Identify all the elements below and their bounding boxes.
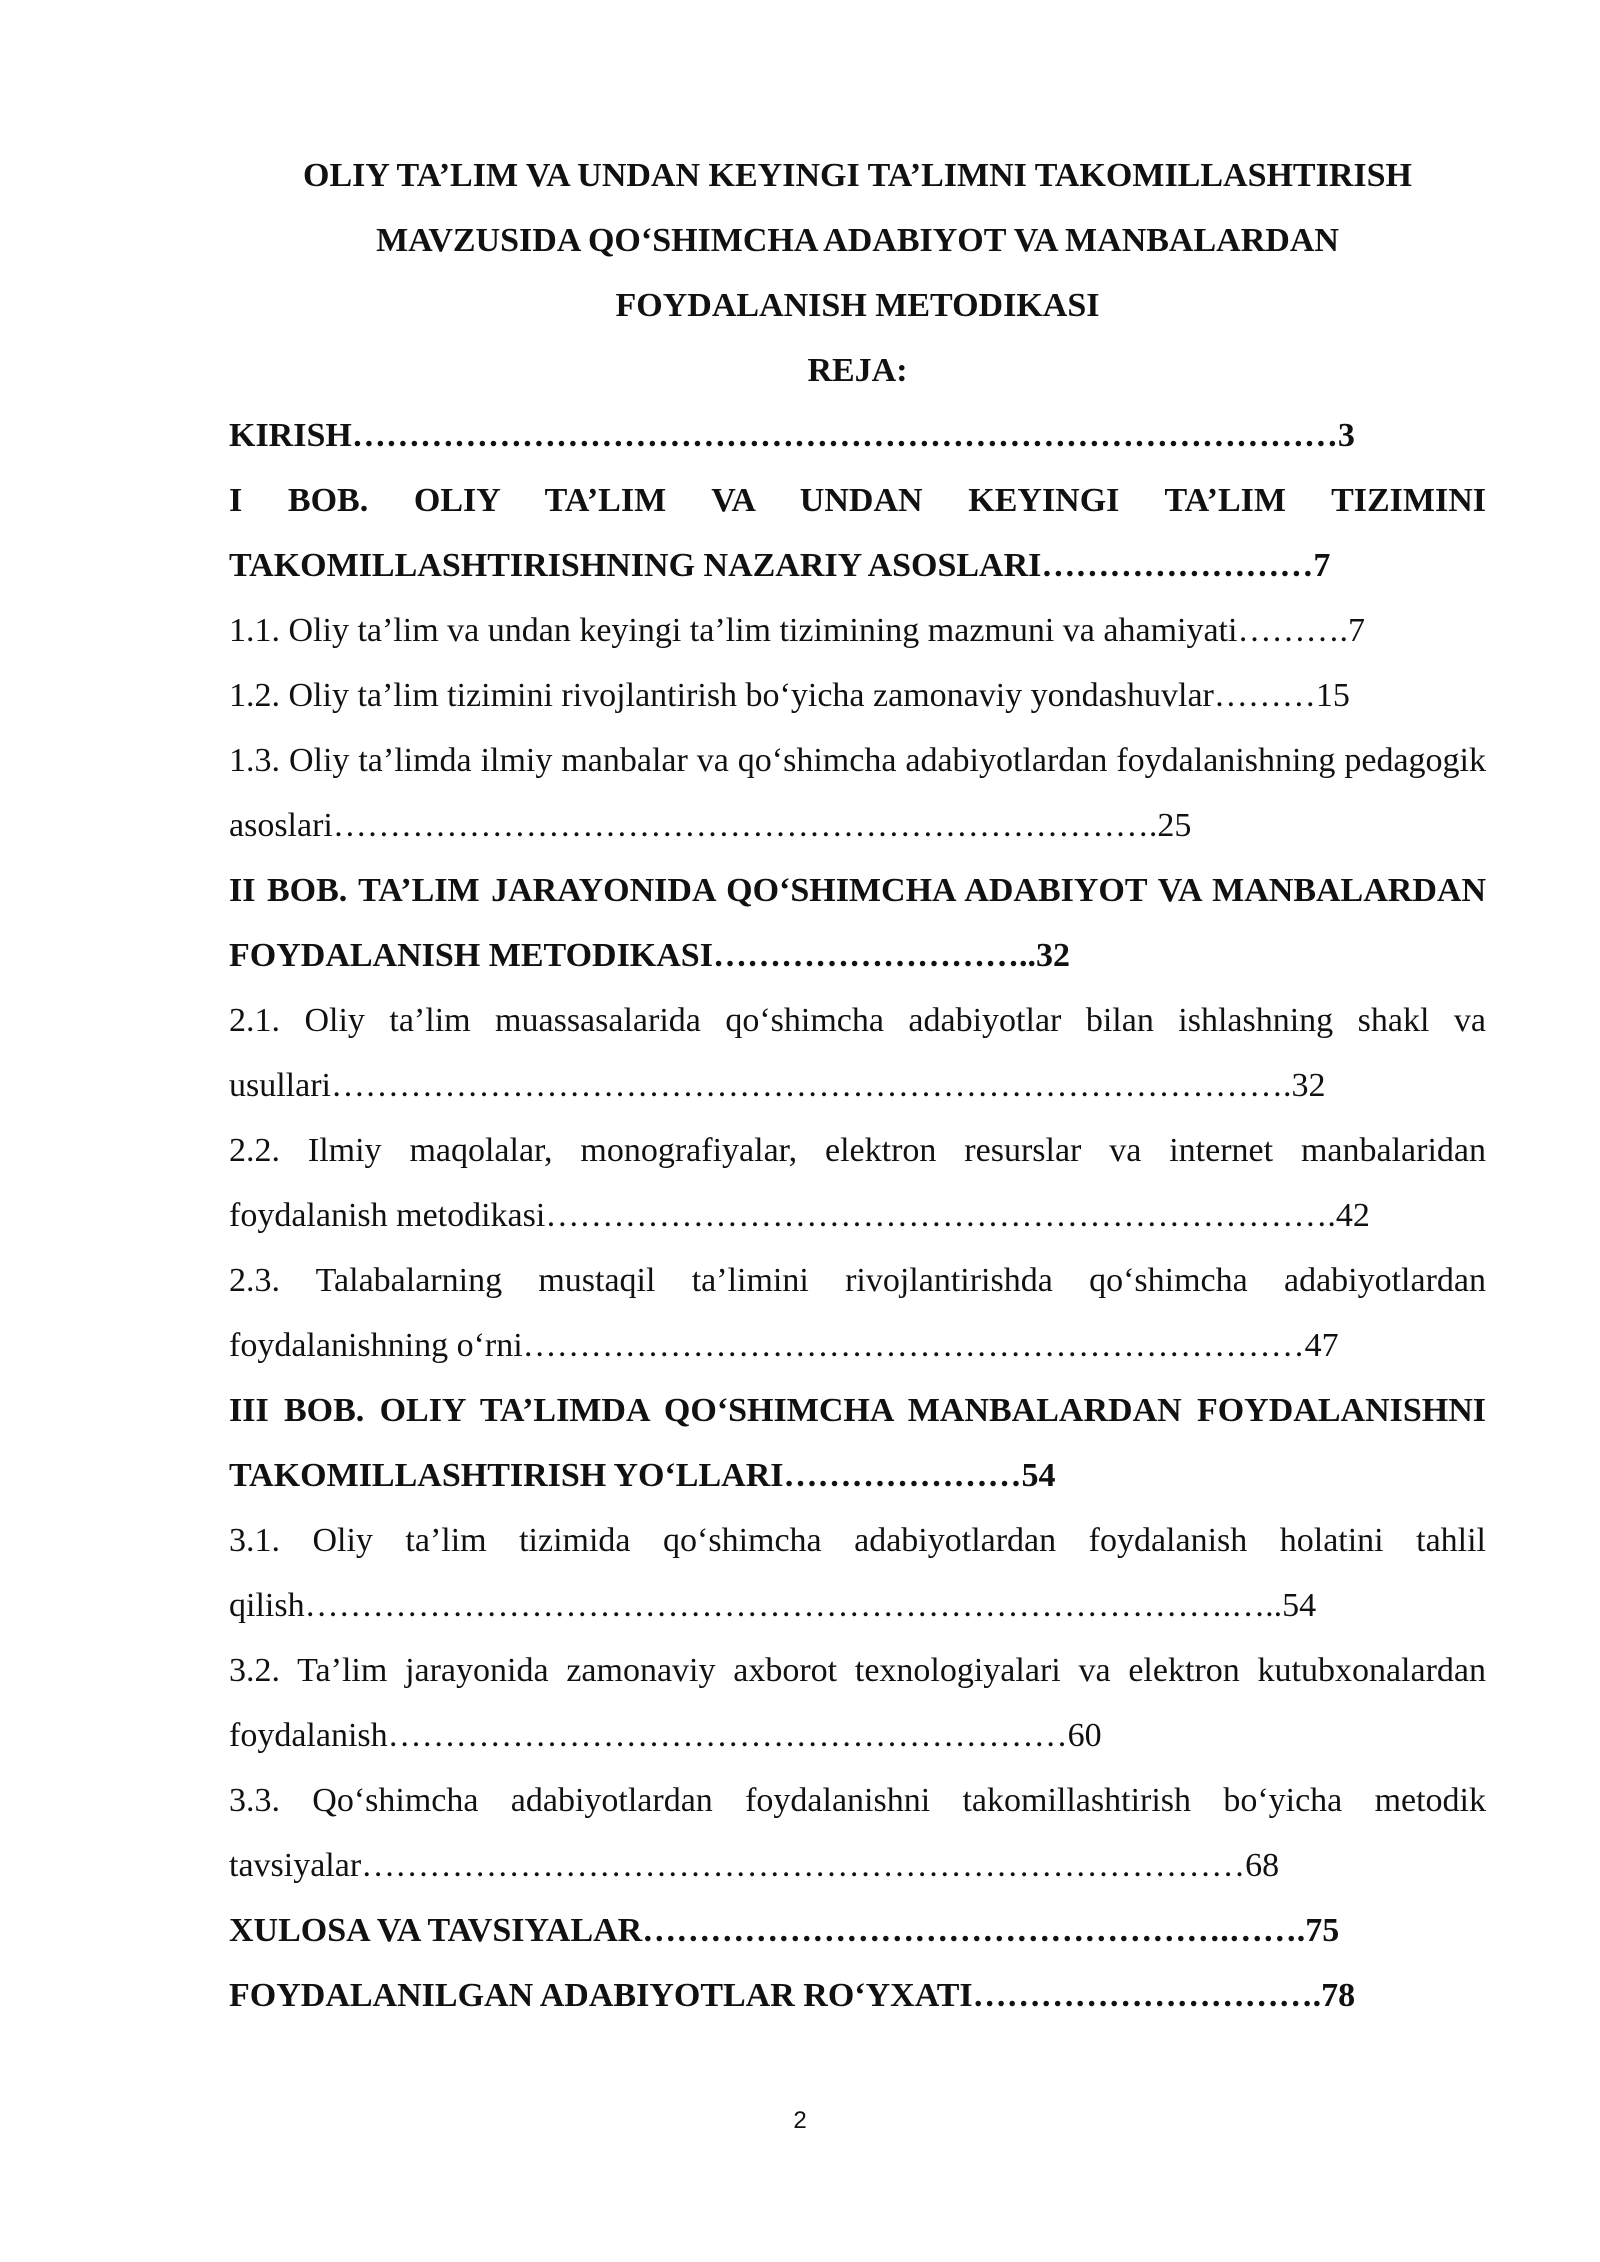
toc-entry-section-1-2: 1.2. Oliy ta’lim tizimini rivojlantirish bo‘yicha zamonaviy yondashuvlar………15 bbox=[229, 677, 1350, 714]
toc-entry-section-3-2: 3.2. Ta’lim jarayonida zamonaviy axborot texnologiyalari va elektron kutubxonalardan foydalanish……………………………………………………60 bbox=[229, 1652, 1486, 1754]
plan-heading: REJA: bbox=[807, 352, 908, 389]
document-title-line-3: FOYDALANISH METODIKASI bbox=[615, 287, 1100, 324]
document-title-line-1: OLIY TA’LIM VA UNDAN KEYINGI TA’LIMNI TAKOMILLASHTIRISH bbox=[303, 157, 1412, 194]
toc-entry-section-2-2: 2.2. Ilmiy maqolalar, monografiyalar, elektron resurslar va internet manbalaridan foydalanish metodikasi…………………………………………………………….42 bbox=[229, 1132, 1486, 1234]
toc-entry-conclusion: XULOSA VA TAVSIYALAR…………………………………………….…….75 bbox=[229, 1912, 1340, 1949]
toc-entry-introduction: KIRISH……………………………………………………………………………3 bbox=[229, 417, 1355, 454]
page-number: 2 bbox=[793, 2107, 807, 2134]
toc-entry-references: FOYDALANILGAN ADABIYOTLAR RO‘YXATI………………………….78 bbox=[229, 1977, 1356, 2014]
toc-entry-chapter-2: II BOB. TA’LIM JARAYONIDA QO‘SHIMCHA ADABIYOT VA MANBALARDAN FOYDALANISH METODIKASI………………………..32 bbox=[229, 872, 1486, 974]
toc-entry-chapter-3: III BOB. OLIY TA’LIMDA QO‘SHIMCHA MANBALARDAN FOYDALANISHNI TAKOMILLASHTIRISH YO‘LLARI…………………54 bbox=[229, 1392, 1486, 1494]
toc-entry-chapter-1: I BOB. OLIY TA’LIM VA UNDAN KEYINGI TA’LIM TIZIMINI TAKOMILLASHTIRISHNING NAZARIY ASOSLARI……………………7 bbox=[229, 482, 1486, 584]
toc-entry-section-3-1: 3.1. Oliy ta’lim tizimida qo‘shimcha adabiyotlardan foydalanish holatini tahlil qilish……………………………………………………………………….…..54 bbox=[229, 1522, 1486, 1624]
toc-entry-section-3-3: 3.3. Qo‘shimcha adabiyotlardan foydalanishni takomillashtirish bo‘yicha metodik tavsiyalar……………………………………………………………………68 bbox=[229, 1782, 1486, 1884]
document-page bbox=[229, 143, 1486, 2028]
toc-entry-section-1-3: 1.3. Oliy ta’limda ilmiy manbalar va qo‘shimcha adabiyotlardan foydalanishning pedagogik asoslari……………………………………………………………….25 bbox=[229, 742, 1486, 844]
toc-entry-section-2-3: 2.3. Talabalarning mustaqil ta’limini rivojlantirishda qo‘shimcha adabiyotlardan foydalanishning o‘rni……………………………………………………………47 bbox=[229, 1262, 1486, 1364]
toc-entry-section-2-1: 2.1. Oliy ta’lim muassasalarida qo‘shimcha adabiyotlar bilan ishlashning shakl va usullari………………………………………………………………………….32 bbox=[229, 1002, 1486, 1104]
toc-entry-section-1-1: 1.1. Oliy ta’lim va undan keyingi ta’lim tizimining mazmuni va ahamiyati……….7 bbox=[229, 612, 1365, 649]
document-title-line-2: MAVZUSIDA QO‘SHIMCHA ADABIYOT VA MANBALARDAN bbox=[376, 222, 1339, 259]
table-of-contents bbox=[229, 403, 1486, 2028]
